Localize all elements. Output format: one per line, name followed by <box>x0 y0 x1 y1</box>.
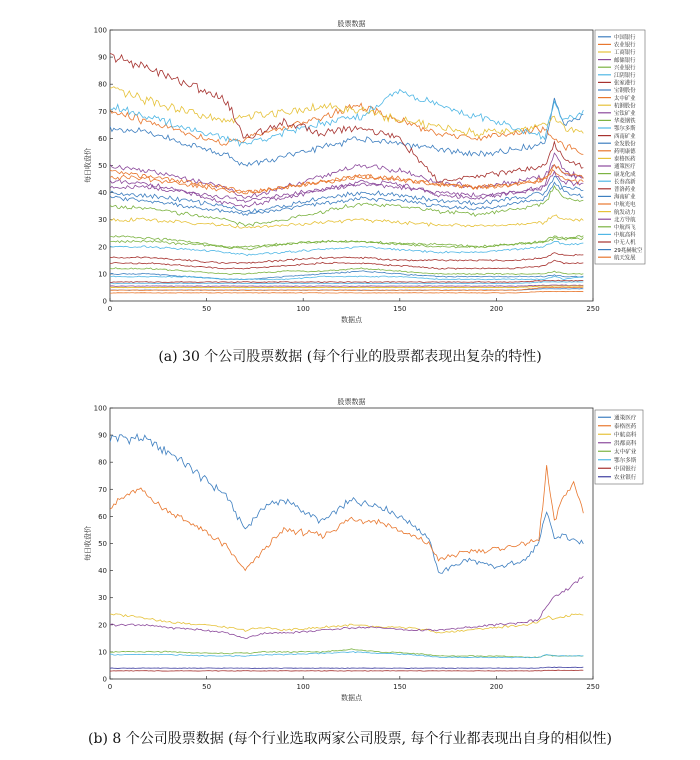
legend-label: 中无人机 <box>614 240 636 247</box>
legend-label: 中航高科 <box>614 432 637 439</box>
y-tick-label: 0 <box>102 297 107 306</box>
y-tick-label: 50 <box>98 162 107 170</box>
y-tick-label: 90 <box>98 53 107 62</box>
series-line <box>110 186 583 226</box>
y-tick-label: 100 <box>93 26 107 35</box>
legend-label: 洪都高科 <box>614 440 637 447</box>
series-line <box>110 215 583 228</box>
legend-label: 华菱钢铁 <box>614 118 636 125</box>
y-tick-label: 40 <box>98 189 107 198</box>
caption-b: (b) 8 个公司股票数据 (每个行业选取两家公司股票, 每个行业都表现出自身的相似性) <box>88 731 612 747</box>
legend-label: 航发动力 <box>614 209 636 216</box>
legend-label: 鄂尔多斯 <box>614 457 637 464</box>
series-line <box>110 649 583 658</box>
legend-label: 金发股份 <box>614 141 636 148</box>
x-tick-label: 150 <box>393 683 407 691</box>
y-tick-label: 70 <box>98 107 107 116</box>
x-tick-label: 200 <box>489 683 504 691</box>
legend-label: 宝钢股份 <box>614 88 636 95</box>
y-tick-label: 30 <box>98 216 107 225</box>
y-tick-label: 70 <box>98 485 107 494</box>
chart-a <box>0 0 700 340</box>
x-tick-label: 100 <box>296 683 310 691</box>
series-line <box>110 291 583 293</box>
y-tick-label: 30 <box>98 594 107 603</box>
y-tick-label: 100 <box>93 404 107 413</box>
legend-label: 中航西飞 <box>614 225 636 231</box>
chart-title: 股票数据 <box>337 398 366 406</box>
legend-label: 农业银行 <box>614 42 636 49</box>
x-tick-label: 50 <box>202 683 212 691</box>
legend-label: 鄂尔多斯 <box>614 126 636 133</box>
legend-label: 太中矿业 <box>614 449 637 456</box>
legend-label: 兴业银行 <box>614 65 636 72</box>
y-tick-label: 20 <box>98 243 107 252</box>
legend-label: 工商银行 <box>614 50 636 57</box>
legend-label: 中国银行 <box>614 466 637 473</box>
y-tick-label: 80 <box>98 458 107 467</box>
series-line <box>110 576 583 638</box>
legend-label: 邮储银行 <box>614 57 636 64</box>
y-tick-label: 10 <box>98 270 107 279</box>
legend-label: 通策医疗 <box>614 415 637 422</box>
legend-label: 泰格医药 <box>614 156 636 163</box>
series-line <box>110 285 583 287</box>
legend-label: 中国银行 <box>614 35 636 41</box>
x-axis-label: 数据点 <box>341 694 362 702</box>
series-line <box>110 271 583 280</box>
x-tick-label: 100 <box>296 305 310 313</box>
y-axis-label: 每日收盘价 <box>84 526 92 561</box>
x-tick-label: 0 <box>107 683 113 691</box>
legend-label: 杭钢股份 <box>614 103 636 110</box>
legend-label: 康龙化成 <box>614 171 636 178</box>
y-tick-label: 80 <box>98 80 107 89</box>
legend-label: 张家港行 <box>614 80 636 87</box>
x-tick-label: 200 <box>489 305 504 313</box>
series-line <box>110 280 583 282</box>
series-line <box>110 434 583 573</box>
series-line <box>110 241 583 255</box>
series-line <box>110 670 583 671</box>
legend-label: 航天发展 <box>614 255 636 262</box>
x-tick-label: 250 <box>586 305 600 313</box>
series-line <box>110 89 583 146</box>
legend-label: 通策医疗 <box>614 164 636 171</box>
legend-label: 长春高新 <box>614 179 636 186</box>
series-group <box>110 53 583 293</box>
chart-title: 股票数据 <box>337 20 366 28</box>
legend-label: 中航光电 <box>614 202 636 209</box>
y-tick-label: 10 <box>98 648 107 657</box>
x-axis-label: 数据点 <box>341 316 362 324</box>
y-tick-label: 20 <box>98 621 107 630</box>
legend-label: 农业银行 <box>614 474 637 481</box>
series-line <box>110 182 583 215</box>
x-tick-label: 250 <box>586 683 600 691</box>
series-line <box>110 260 583 269</box>
legend-label: 太中矿业 <box>614 95 636 102</box>
legend-label: 北方导航 <box>614 217 636 224</box>
legend-label: 中航高科 <box>614 232 636 239</box>
x-tick-label: 50 <box>202 305 212 313</box>
legend-label: 普洛药业 <box>614 187 636 193</box>
legend-label: 宝钛矿业 <box>614 111 636 117</box>
legend-label: 西南矿业 <box>614 133 636 140</box>
legend-label: 药明康德 <box>614 149 636 155</box>
legend-label: 泰格医药 <box>614 423 637 430</box>
series-line <box>110 667 583 668</box>
legend-label: 29兆赫航空 <box>614 247 643 254</box>
y-tick-label: 60 <box>98 512 107 521</box>
series-line <box>110 465 583 570</box>
caption-a: (a) 30 个公司股票数据 (每个行业的股票都表现出复杂的特性) <box>158 349 542 365</box>
legend-label: 江阴银行 <box>614 73 636 79</box>
series-group <box>110 434 583 671</box>
y-tick-label: 60 <box>98 134 107 143</box>
y-tick-label: 90 <box>98 431 107 440</box>
y-tick-label: 50 <box>98 540 107 548</box>
chart-b <box>0 388 700 728</box>
x-tick-label: 0 <box>107 305 113 313</box>
y-axis-label: 每日收盘价 <box>84 148 92 183</box>
y-tick-label: 0 <box>102 675 107 684</box>
legend-label: 海南矿业 <box>614 194 636 201</box>
series-line <box>110 253 583 264</box>
x-tick-label: 150 <box>393 305 407 313</box>
y-tick-label: 40 <box>98 567 107 576</box>
